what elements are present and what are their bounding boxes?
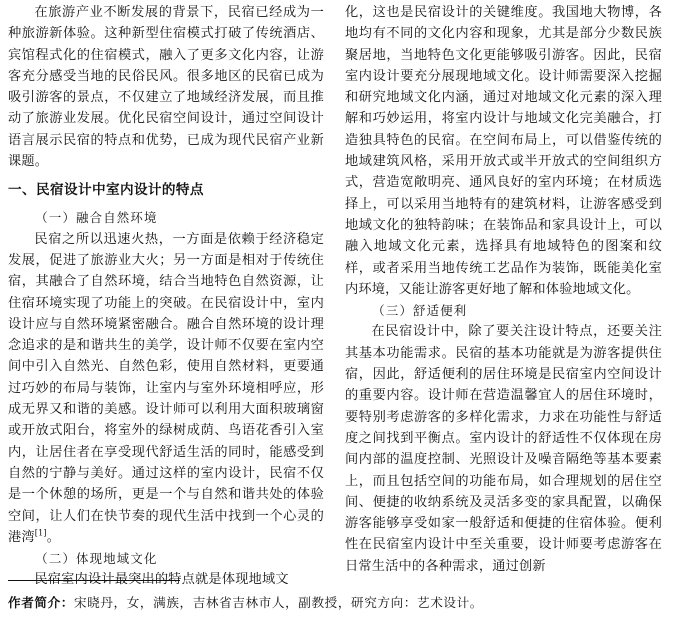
subheading-regional-culture: （二）体现地域文化 xyxy=(35,551,158,567)
right-column xyxy=(345,2,662,577)
footnote-divider xyxy=(8,580,180,581)
footnote-label: 作者简介： xyxy=(8,595,74,610)
author-footnote xyxy=(8,594,668,612)
paragraph-regional-culture-start: 民宿室内设计最突出的特点就是体现地域文 xyxy=(34,572,289,588)
paragraph-natural-environment-text: 民宿之所以迅速火热，一方面是依赖于经济稳定发展，促进了旅游业大火；另一方面是相对于传统住宿，其融合了自然环境，结合当地特色自然资源，让住宿环境实现了功能上的突破。在民宿设计中，室内设计应与自然环境紧密融合。融合自然环境的设计理念追求的是和谐共生的美学，设计师不仅要在室内空间中引入自然光、自然色彩，使用自然材料，更要通过巧妙的布局与装饰，让室内与室外环境相呼应，形成无界又和谐的美感。设计师可以利用大面积玻璃窗或开放式阳台，将室外的绿树成荫、鸟语花香引入室内，让居住者在享受现代舒适生活的同时，能感受到自然的宁静与美好。通过这样的室内设计，民宿不仅是一个休憩的场所，更是一个与自然和谐共处的体验空间，让人们在快节奏的现代生活中找到一个心灵的港湾 xyxy=(8,231,324,545)
paragraph-natural-environment xyxy=(8,229,324,548)
paragraph-regional-culture-cont: 化，这也是民宿设计的关键维度。我国地大物博，各地均有不同的文化内容和现象，尤其是部分少数民族聚居地，当地特色文化更能够吸引游客。因此，民宿室内设计要充分展现地域文化。设计师需要深入挖掘和研究地域文化内涵，通过对地域文化元素的深入理解和巧妙运用，将室内设计与地域文化完美融合，打造独具特色的民宿。在空间布局上，可以借鉴传统的地域建筑风格，采用开放式或半开放式的空间组织方式，营造宽敞明亮、通风良好的室内环境；在材质选择上，可以采用当地特有的建筑材料，让游客感受到地域文化的独特韵味；在装饰品和家具设计上，可以融入地域文化元素，选择具有地域特色的图案和纹样，或者采用当地传统工艺品作为装饰，既能美化室内环境，又能让游客更好地了解和体验地域文化。 xyxy=(345,5,662,297)
section-heading: 一、民宿设计中室内设计的特点 xyxy=(8,182,204,199)
left-column xyxy=(8,2,324,591)
paragraph-natural-environment-end: 。 xyxy=(46,529,61,545)
subheading-natural-environment: （一）融合自然环境 xyxy=(35,210,158,226)
paragraph-comfort-convenience: 在民宿设计中，除了要关注设计特点，还要关注其基本功能需求。民宿的基本功能就是为游客提供住宿，因此，舒适便利的居住环境是民宿室内空间设计的重要内容。设计师在营造温馨宜人的居住环境时，要特别考虑游客的多样化需求，力求在功能性与舒适度之间找到平衡点。室内设计的舒适性不仅体现在房间内部的温度控制、光照设计及噪音隔绝等基本要素上，而且包括空间的功能布局，如合理规划的居住空间、便捷的收纳系统及灵活多变的家具配置，以确保游客能够享受如家一般舒适和便捷的住宿体验。便利性在民宿室内设计中至关重要，设计师要考虑游客在日常生活中的各种需求，通过创新 xyxy=(345,324,662,574)
citation-ref: [1] xyxy=(34,528,47,538)
subheading-comfort-convenience: （三）舒适便利 xyxy=(372,303,468,319)
intro-paragraph: 在旅游产业不断发展的背景下，民宿已经成为一种旅游新体验。这种新型住宿模式打破了传统酒店、宾馆程式化的住宿模式，融入了更多文化内容，让游客充分感受当地的民俗民风。很多地区的民宿已成为吸引游客的景点，不仅建立了地域经济发展，而且推动了旅游业发展。优化民宿空间设计，通过空间设计语言展示民宿的特点和优势，已成为现代民宿产业新课题。 xyxy=(8,5,324,170)
footnote-text: 宋晓丹，女，满族，吉林省吉林市人，副教授，研究方向：艺术设计。 xyxy=(73,595,483,610)
